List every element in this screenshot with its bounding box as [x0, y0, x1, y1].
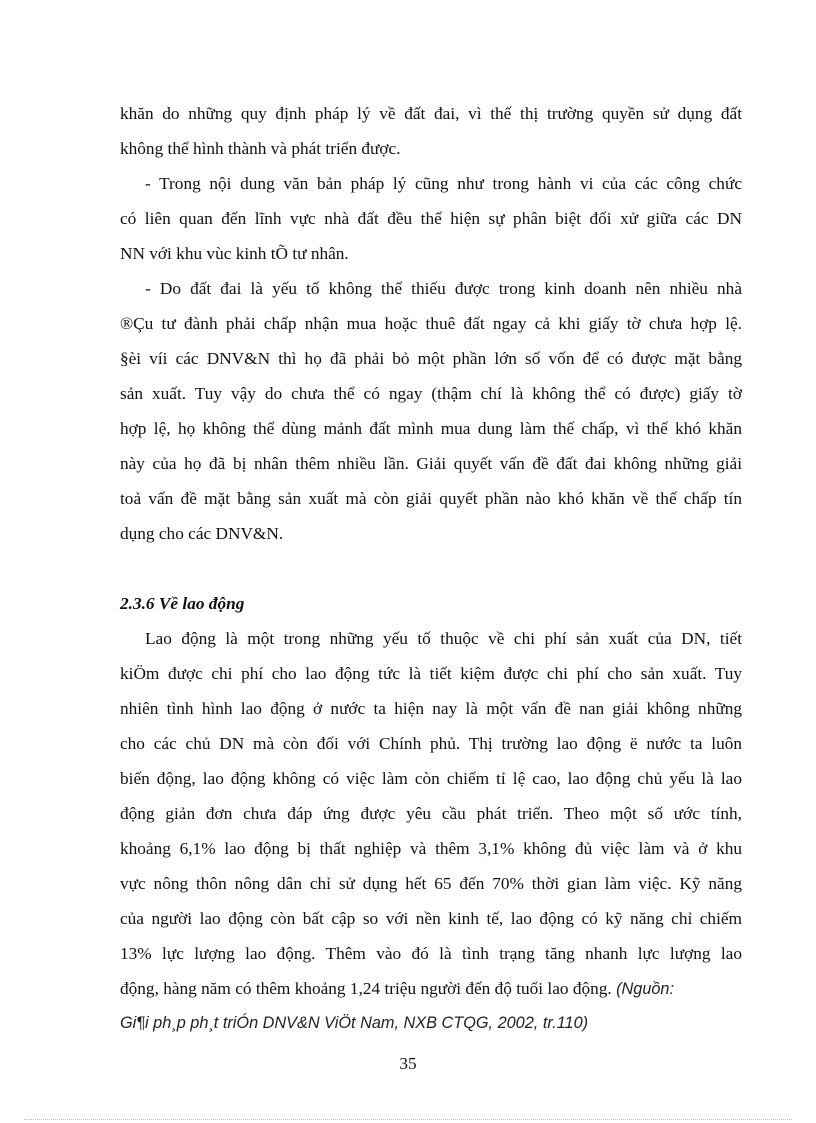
text-line: Lao động là một trong những yếu tố thuộc về chi phí sản xuất của DN, tiết: [145, 629, 742, 648]
citation-source-label: (Nguồn:: [616, 980, 675, 998]
citation-reference: Gi¶i ph¸p ph¸t triÓn DNV&N ViÖt Nam, NXB CTQG, 2002, tr.110): [120, 1014, 589, 1032]
text-line: khăn do những quy định pháp lý về đất đai, vì thế thị trường quyền sử dụng đất: [120, 104, 742, 123]
text-line: NN với khu vùc kinh tÕ tư nhân.: [120, 244, 349, 263]
bullet-discrimination: [120, 166, 742, 271]
text-line: kiÖm được chi phí cho lao động tức là tiết kiệm được chi phí cho sản xuất. Tuy: [120, 664, 742, 683]
paragraph-land-continuation: [120, 96, 742, 166]
section-spacer: [120, 551, 742, 586]
document-body: [120, 96, 742, 1041]
text-line: - Do đất đai là yếu tố không thể thiếu được trong kinh doanh nên nhiều nhà: [145, 279, 742, 298]
text-line: §èi víi các DNV&N thì họ đã phải bỏ một phần lớn số vốn để có được mặt bằng: [120, 349, 742, 368]
text-line: này của họ đã bị nhân thêm nhiều lần. Giải quyết vấn đề đất đai không những giải: [120, 454, 742, 473]
text-line: nhiên tình hình lao động ở nước ta hiện nay là một vấn đề nan giải không những: [120, 699, 742, 718]
text-line: [120, 971, 742, 1006]
text-line: vực nông thôn nông dân chỉ sử dụng hết 65 đến 70% thời gian làm việc. Kỹ năng: [120, 874, 742, 893]
text-line: 13% lực lượng lao động. Thêm vào đó là tình trạng tăng nhanh lực lượng lao: [120, 944, 742, 963]
page-number: 35: [399, 1054, 417, 1073]
section-heading: 2.3.6 Về lao động: [120, 594, 245, 613]
text-line: của người lao động còn bất cập so với nền kinh tế, lao động có kỹ năng chỉ chiếm: [120, 909, 742, 928]
text-line: cho các chủ DN mà còn đối với Chính phủ. Thị trường lao động ë nước ta luôn: [120, 734, 742, 753]
text-line: biến động, lao động không có việc làm còn chiếm tỉ lệ cao, lao động chủ yếu là lao: [120, 769, 742, 788]
text-line: có liên quan đến lĩnh vực nhà đất đều thể hiện sự phân biệt đối xử giữa các DN: [120, 209, 742, 228]
text-line: không thể hình thành và phát triển được.: [120, 139, 401, 158]
text-line: toả vấn đề mặt bằng sản xuất mà còn giải quyết phần nào khó khăn về thế chấp tín: [120, 489, 742, 508]
text-line: sản xuất. Tuy vậy do chưa thể có ngay (thậm chí là không thể có được) giấy tờ: [120, 384, 742, 403]
paragraph-labor: [120, 621, 742, 1041]
bullet-land-investors: [120, 271, 742, 551]
text-line: hợp lệ, họ không thể dùng mảnh đất mình mua dung làm thế chấp, vì thế khó khăn: [120, 419, 742, 438]
page-bottom-divider: [24, 1119, 792, 1120]
text-line: - Trong nội dung văn bản pháp lý cũng như trong hành vi của các công chức: [145, 174, 742, 193]
text-line: khoảng 6,1% lao động bị thất nghiệp và thêm 3,1% không đủ việc làm và ở khu: [120, 839, 742, 858]
text-line-content: động, hàng năm có thêm khoảng 1,24 triệu người đến độ tuổi lao động.: [120, 979, 612, 998]
text-line: động giản đơn chưa đáp ứng được yêu cầu phát triển. Theo một số ước tính,: [120, 804, 742, 823]
text-line: dụng cho các DNV&N.: [120, 524, 284, 543]
text-line: ®Çu tư đành phải chấp nhận mua hoặc thuê đất ngay cả khi giấy tờ chưa hợp lệ.: [120, 314, 742, 333]
